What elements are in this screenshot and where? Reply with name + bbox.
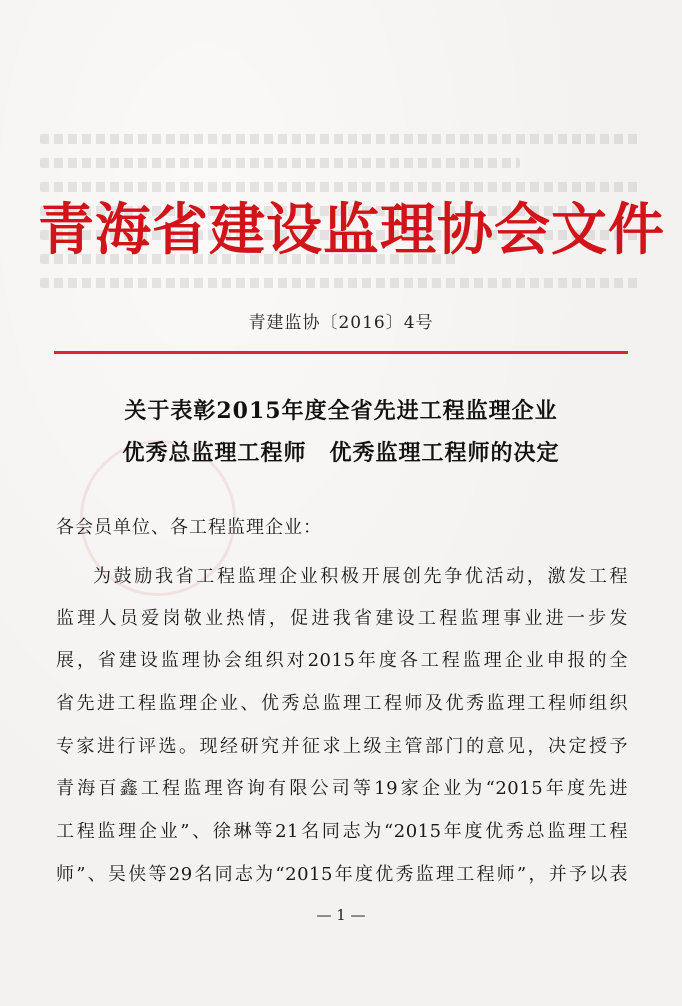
body-paragraph-line: 省先进工程监理企业、优秀总监理工程师及优秀监理工程师组织 bbox=[56, 693, 628, 714]
salutation: 各会员单位、各工程监理企业： bbox=[56, 517, 322, 538]
body-paragraph-line: 工程监理企业”、徐琳等21名同志为“2015年度优秀总监理工程 bbox=[56, 821, 628, 842]
document-title-line-2: 优秀总监理工程师 优秀监理工程师的决定 bbox=[122, 440, 560, 466]
body-paragraph-line: 师”、吴侠等29名同志为“2015年度优秀监理工程师”，并予以表 bbox=[56, 864, 628, 885]
body-paragraph-line: 展，省建设监理协会组织对2015年度各工程监理企业申报的全 bbox=[56, 650, 628, 671]
page-number: — 1 — bbox=[316, 906, 366, 924]
document-title-line-1: 关于表彰2015年度全省先进工程监理企业 bbox=[124, 398, 558, 424]
body-paragraph-line: 为鼓励我省工程监理企业积极开展创先争优活动，激发工程 bbox=[93, 566, 628, 587]
body-paragraph-line: 监理人员爱岗敬业热情，促进我省建设工程监理事业进一步发 bbox=[56, 608, 628, 629]
body-paragraph-line: 青海百鑫工程监理咨询有限公司等19家企业为“2015年度先进 bbox=[56, 778, 628, 799]
body-paragraph-line: 专家进行评选。现经研究并征求上级主管部门的意见，决定授予 bbox=[56, 736, 628, 757]
red-divider-line bbox=[54, 351, 628, 354]
masthead-title: 青海省建设监理协会文件 bbox=[38, 197, 665, 263]
document-number: 青建监协〔2016〕4号 bbox=[248, 313, 434, 333]
